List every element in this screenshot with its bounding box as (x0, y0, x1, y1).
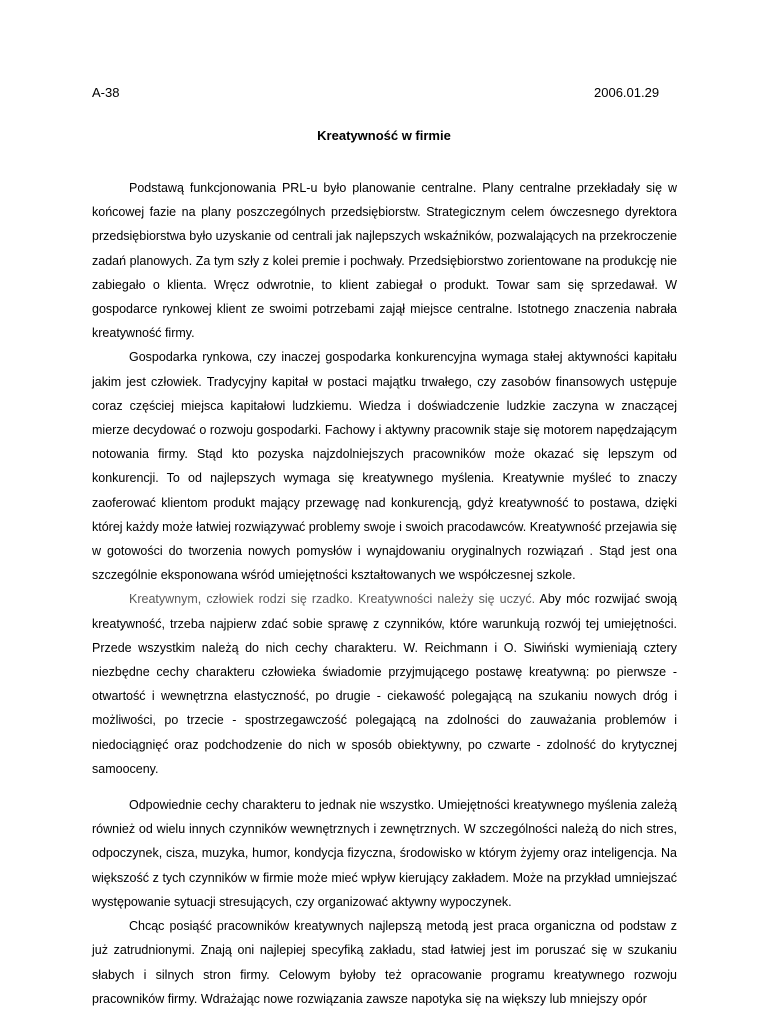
paragraph-3-rest: Aby móc rozwijać swoją kreatywność, trzeba najpierw zdać sobie sprawę z czynników, które warunkują rozwój tej umiejętności. Przede wszystkim należą do nich cechy charakteru. W. Reichmann i O. Siwiński wymieniają cztery niezbędne cechy charakteru człowieka świadomie przyjmującego postawę kreatywną: po pierwsze - otwartość i wewnętrzna elastyczność, po drugie - ciekawość polegającą na szukaniu nowych dróg i możliwości, po trzecie - spostrzegawczość polegającą na zdolności do zauważania problemów i niedociągnięć oraz podchodzenie do nich w sposób obiektywny, po czwarte - zdolność do krytycznej samooceny. (92, 592, 677, 776)
paragraph-2: Gospodarka rynkowa, czy inaczej gospodarka konkurencyjna wymaga stałej aktywności kapitału jakim jest człowiek. Tradycyjny kapitał w postaci majątku trwałego, czy zasobów finansowych ustępuje coraz częściej miejsca kapitałowi ludzkiemu. Wiedza i doświadczenie ludzkie zaczyna w znaczącej mierze decydować o rozwoju gospodarki. Fachowy i aktywny pracownik staje się motorem napędzającym notowania firmy. Stąd kto pozyska najzdolniejszych pracowników może okazać się lepszym od konkurencji. To od najlepszych wymaga się kreatywnego myślenia. Kreatywnie myśleć to znaczy zaoferować klientom produkt mający przewagę nad konkurencją, gdyż kreatywność to postawa, dzięki której każdy może łatwiej rozwiązywać problemy swoje i swoich pracodawców. Kreatywność przejawia się w gotowości do tworzenia nowych pomysłów i wynajdowaniu oryginalnych rozwiązań . Stąd jest ona szczególnie eksponowana wśród umiejętności kształtowanych we współczesnej szkole. (92, 350, 677, 583)
paragraph-5: Chcąc posiąść pracowników kreatywnych najlepszą metodą jest praca organiczna od podstaw z już zatrudnionymi. Znają oni najlepiej specyfiką zakładu, stad łatwiej jest im poruszać się w szukaniu słabych i silnych stron firmy. Celowym byłoby też opracowanie programu kreatywnego rozwoju pracowników firmy. Wdrażając nowe rozwiązania zawsze napotyka się na większy lub mniejszy opór (92, 919, 677, 1006)
document-title: Kreatywność w firmie (317, 128, 451, 143)
paragraph-4: Odpowiednie cechy charakteru to jednak nie wszystko. Umiejętności kreatywnego myślenia zależą również od wielu innych czynników wewnętrznych i zewnętrznych. W szczególności należą do nich stres, odpoczynek, cisza, muzyka, humor, kondycja fizyczna, środowisko w którym żyjemy oraz inteligencja. Na większość z tych czynników w firmie może mieć wpływ kierujący zakładem. Może na przykład umniejszać występowanie sytuacji stresujących, czy organizować aktywny wypoczynek. (92, 798, 677, 909)
document-code: A-38 (92, 85, 120, 100)
paragraph-3 (92, 587, 677, 781)
paragraph-1: Podstawą funkcjonowania PRL-u było planowanie centralne. Plany centralne przekładały się w końcowej fazie na plany poszczególnych przedsiębiorstw. Strategicznym celem ówczesnego dyrektora przedsiębiorstwa było uzyskanie od centrali jak najlepszych wskaźników, pozwalających na przekroczenie zadań planowych. Za tym szły z kolei premie i pochwały. Przedsiębiorstwo zorientowane na produkcję nie zabiegało o klienta. Wręcz odwrotnie, to klient zabiegał o produkt. Towar sam się sprzedawał. W gospodarce rynkowej klient ze swoimi potrzebami zajął miejsce centralne. Istotnego znaczenia nabrała kreatywność firmy. (92, 181, 678, 341)
document-date: 2006.01.29 (594, 85, 660, 100)
paragraph-3-intro: Kreatywnym, człowiek rodzi się rzadko. Kreatywności należy się uczyć. (129, 592, 536, 607)
document-body (92, 176, 677, 1011)
